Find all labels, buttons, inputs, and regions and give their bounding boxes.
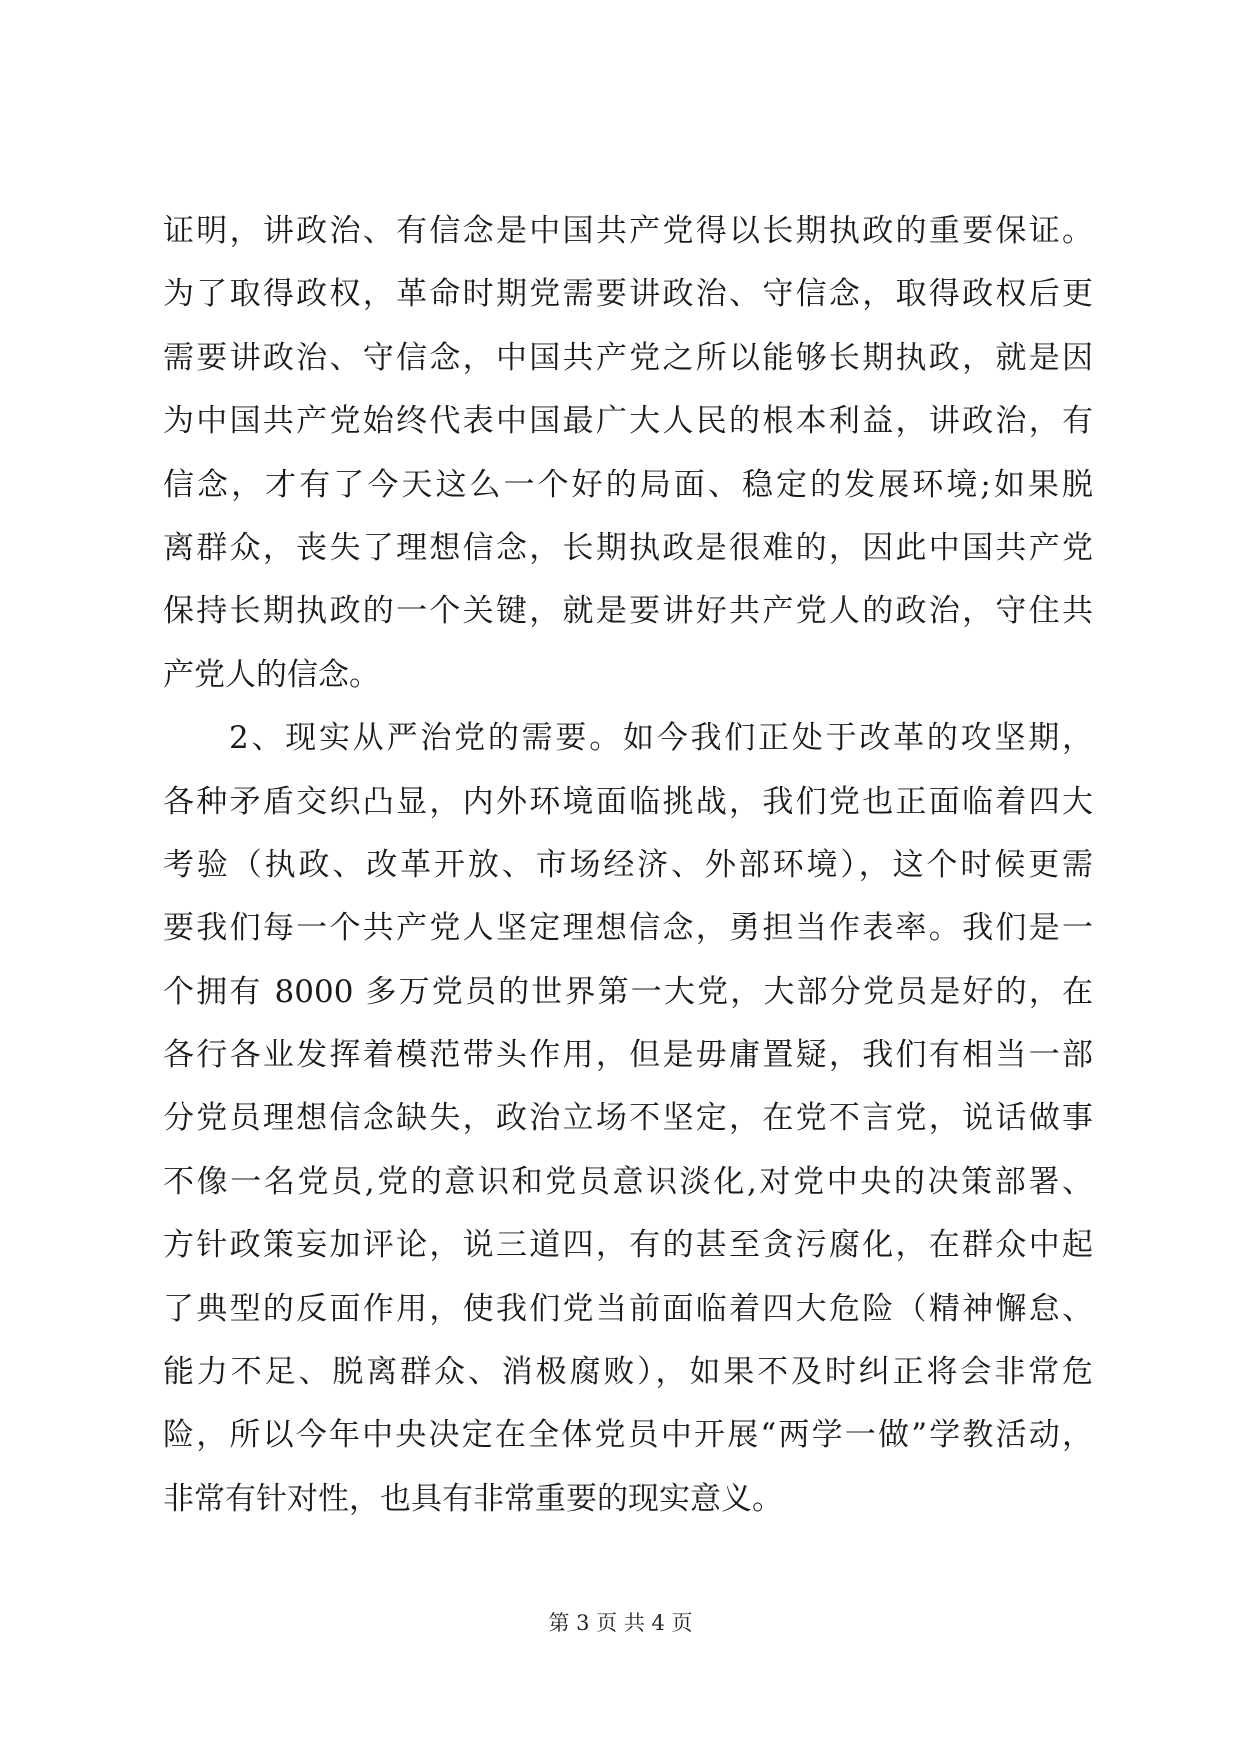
text-line: 各种矛盾交织凸显，内外环境面临挑战，我们党也正面临着四大 (163, 783, 1093, 820)
text-line: 个拥有 8000 多万党员的世界第一大党，大部分党员是好的，在 (163, 973, 1093, 1010)
text-line: 不像一名党员,党的意识和党员意识淡化,对党中央的决策部署、 (163, 1163, 1093, 1200)
text-line: 了典型的反面作用，使我们党当前面临着四大危险（精神懈怠、 (163, 1290, 1093, 1327)
page-footer: 第 3 页 共 4 页 (548, 1611, 693, 1635)
text-line: 方针政策妄加评论，说三道四，有的甚至贪污腐化，在群众中起 (163, 1227, 1093, 1264)
text-line: 信念，才有了今天这么一个好的局面、稳定的发展环境;如果脱 (163, 466, 1093, 503)
text-line: 需要讲政治、守信念，中国共产党之所以能够长期执政，就是因 (163, 339, 1093, 376)
paragraph-first-line: 2、现实从严治党的需要。如今我们正处于改革的攻坚期， (229, 720, 1093, 757)
text-line: 产党人的信念。 (163, 656, 380, 693)
text-line: 要我们每一个共产党人坚定理想信念，勇担当作表率。我们是一 (163, 910, 1093, 947)
text-line: 各行各业发挥着模范带头作用，但是毋庸置疑，我们有相当一部 (163, 1037, 1093, 1074)
text-line: 非常有针对性，也具有非常重要的现实意义。 (163, 1480, 783, 1517)
text-line: 能力不足、脱离群众、消极腐败），如果不及时纠正将会非常危 (163, 1354, 1093, 1391)
text-line: 为中国共产党始终代表中国最广大人民的根本利益，讲政治，有 (163, 403, 1093, 440)
text-line: 证明，讲政治、有信念是中国共产党得以长期执政的重要保证。 (163, 213, 1093, 249)
text-line: 为了取得政权，革命时期党需要讲政治、守信念，取得政权后更 (163, 276, 1093, 313)
body-text (163, 200, 1093, 1531)
text-line: 保持长期执政的一个关键，就是要讲好共产党人的政治，守住共 (163, 593, 1093, 630)
text-line: 考验（执政、改革开放、市场经济、外部环境），这个时候更需 (163, 846, 1093, 883)
text-line: 离群众，丧失了理想信念，长期执政是很难的，因此中国共产党 (163, 529, 1093, 566)
text-line: 险，所以今年中央决定在全体党员中开展“两学一做”学教活动， (163, 1417, 1093, 1454)
text-line: 分党员理想信念缺失，政治立场不坚定，在党不言党，说话做事 (163, 1100, 1093, 1137)
